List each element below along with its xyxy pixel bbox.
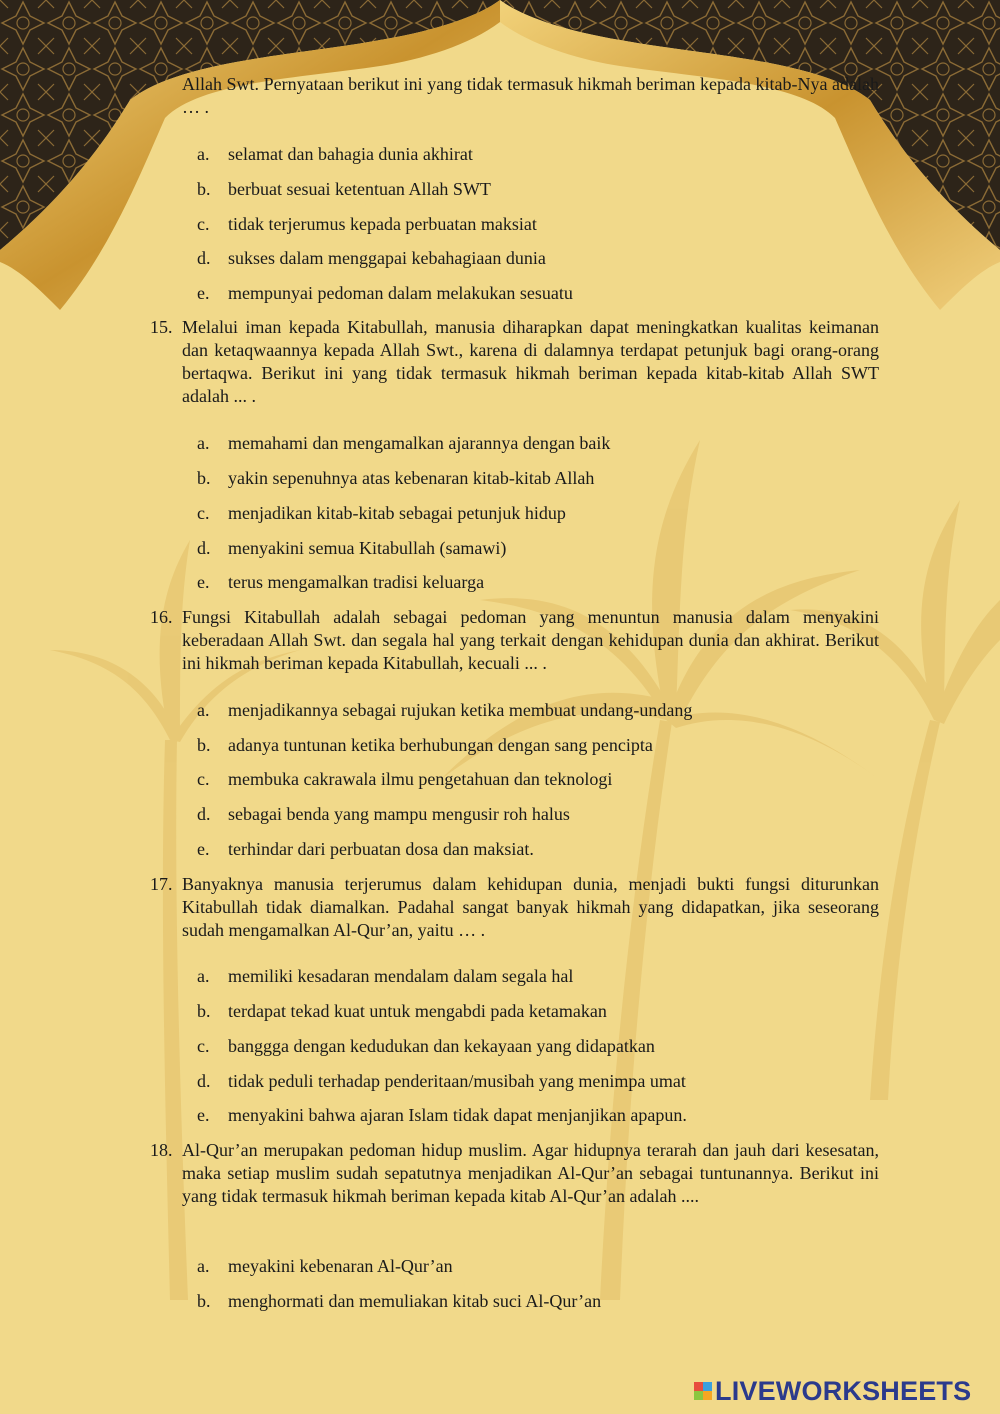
option-text: sebagai benda yang mampu mengusir roh halus	[228, 804, 570, 824]
question-14-text: Allah Swt. Pernyataan berikut ini yang tidak termasuk hikmah beriman kepada kitab-Nya adalah … .	[182, 74, 879, 117]
option-letter: c.	[197, 503, 210, 523]
logo-blocks-icon	[694, 1382, 712, 1400]
option-letter: d.	[197, 804, 211, 824]
question-17-number: 17.	[150, 874, 173, 894]
question-17-text: Banyaknya manusia terjerumus dalam kehidupan dunia, menjadi bukti fungsi diturunkan Kitabullah tidak diamalkan. Padahal sangat banyak hikmah yang didapatkan, jika seseorang sudah mengamalkan Al-Qur’an, yaitu … .	[182, 874, 879, 940]
option-text: yakin sepenuhnya atas kebenaran kitab-kitab Allah	[228, 468, 595, 488]
option-text: menghormati dan memuliakan kitab suci Al-Qur’an	[228, 1291, 602, 1311]
option-letter: d.	[197, 538, 211, 558]
option-letter: b.	[197, 179, 211, 199]
option-letter: a.	[197, 966, 210, 986]
question-18-text: Al-Qur’an merupakan pedoman hidup muslim. Agar hidupnya terarah dan jauh dari kesesatan, maka setiap muslim sudah sepatutnya menjadikan Al-Qur’an sebagai tuntunannya. Berikut ini yang tidak termasuk hikmah beriman kepada kitab Al-Qur’an adalah ....	[182, 1140, 879, 1206]
q16-option-d[interactable]	[197, 803, 570, 826]
q15-option-c[interactable]	[197, 502, 566, 525]
option-text: memiliki kesadaran mendalam dalam segala hal	[228, 966, 574, 986]
q14-option-e[interactable]	[197, 282, 573, 305]
option-text: adanya tuntunan ketika berhubungan dengan sang pencipta	[228, 735, 653, 755]
option-text: sukses dalam menggapai kebahagiaan dunia	[228, 248, 546, 268]
q17-option-c[interactable]	[197, 1035, 655, 1058]
option-text: membuka cakrawala ilmu pengetahuan dan teknologi	[228, 769, 613, 789]
q16-option-a[interactable]	[197, 699, 692, 722]
option-letter: a.	[197, 700, 210, 720]
q16-option-b[interactable]	[197, 734, 653, 757]
q14-option-b[interactable]	[197, 178, 491, 201]
option-text: menjadikannya sebagai rujukan ketika membuat undang-undang	[228, 700, 693, 720]
option-text: menjadikan kitab-kitab sebagai petunjuk hidup	[228, 503, 566, 523]
q17-option-d[interactable]	[197, 1070, 686, 1093]
option-letter: e.	[197, 572, 210, 592]
question-15-text: Melalui iman kepada Kitabullah, manusia diharapkan dapat meningkatkan kualitas keimanan dan ketaqwaannya kepada Allah Swt., karena di dalamnya terdapat petunjuk bagi orang-orang bertaqwa. Berikut ini yang tidak termasuk hikmah beriman kepada kitab-kitab Allah SWT adalah ... .	[182, 317, 879, 406]
option-text: banggga dengan kedudukan dan kekayaan yang didapatkan	[228, 1036, 655, 1056]
option-text: terdapat tekad kuat untuk mengabdi pada ketamakan	[228, 1001, 607, 1021]
question-18-number: 18.	[150, 1140, 173, 1160]
option-letter: a.	[197, 433, 210, 453]
q18-option-a[interactable]	[197, 1255, 453, 1278]
option-letter: e.	[197, 839, 210, 859]
option-text: mempunyai pedoman dalam melakukan sesuatu	[228, 283, 573, 303]
option-letter: c.	[197, 769, 210, 789]
q16-option-e[interactable]	[197, 838, 534, 861]
option-letter: c.	[197, 1036, 210, 1056]
option-letter: e.	[197, 283, 210, 303]
q18-option-b[interactable]	[197, 1290, 601, 1313]
q16-option-c[interactable]	[197, 768, 612, 791]
question-15-number: 15.	[150, 317, 173, 337]
q14-option-a[interactable]	[197, 143, 473, 166]
option-text: menyakini bahwa ajaran Islam tidak dapat menjanjikan apapun.	[228, 1105, 687, 1125]
q14-option-d[interactable]	[197, 247, 546, 270]
q15-option-d[interactable]	[197, 537, 506, 560]
logo-text: LIVEWORKSHEETS	[715, 1375, 972, 1406]
option-text: menyakini semua Kitabullah (samawi)	[228, 538, 507, 558]
liveworksheets-logo[interactable]	[694, 1376, 971, 1406]
q17-option-e[interactable]	[197, 1104, 687, 1127]
question-16-text: Fungsi Kitabullah adalah sebagai pedoman yang menuntun manusia dalam menyakini keberadaan Allah Swt. dan segala hal yang terkait dengan kehidupan dunia dan akhirat. Berikut ini hikmah beriman kepada Kitabullah, kecuali ... .	[182, 607, 879, 673]
option-letter: e.	[197, 1105, 210, 1125]
option-letter: b.	[197, 1291, 211, 1311]
option-text: selamat dan bahagia dunia akhirat	[228, 144, 473, 164]
option-letter: d.	[197, 248, 211, 268]
option-letter: b.	[197, 1001, 211, 1021]
option-letter: a.	[197, 144, 210, 164]
option-letter: b.	[197, 735, 211, 755]
option-letter: c.	[197, 214, 210, 234]
option-text: terus mengamalkan tradisi keluarga	[228, 572, 485, 592]
question-16-number: 16.	[150, 607, 173, 627]
option-text: berbuat sesuai ketentuan Allah SWT	[228, 179, 491, 199]
option-letter: b.	[197, 468, 211, 488]
option-text: memahami dan mengamalkan ajarannya dengan baik	[228, 433, 611, 453]
q15-option-b[interactable]	[197, 467, 594, 490]
option-text: tidak peduli terhadap penderitaan/musibah yang menimpa umat	[228, 1071, 686, 1091]
q15-option-e[interactable]	[197, 571, 484, 594]
option-text: tidak terjerumus kepada perbuatan maksiat	[228, 214, 537, 234]
q17-option-a[interactable]	[197, 965, 573, 988]
q14-option-c[interactable]	[197, 213, 537, 236]
option-text: terhindar dari perbuatan dosa dan maksiat.	[228, 839, 534, 859]
q15-option-a[interactable]	[197, 432, 610, 455]
option-text: meyakini kebenaran Al-Qur’an	[228, 1256, 453, 1276]
option-letter: a.	[197, 1256, 210, 1276]
option-letter: d.	[197, 1071, 211, 1091]
q17-option-b[interactable]	[197, 1000, 607, 1023]
